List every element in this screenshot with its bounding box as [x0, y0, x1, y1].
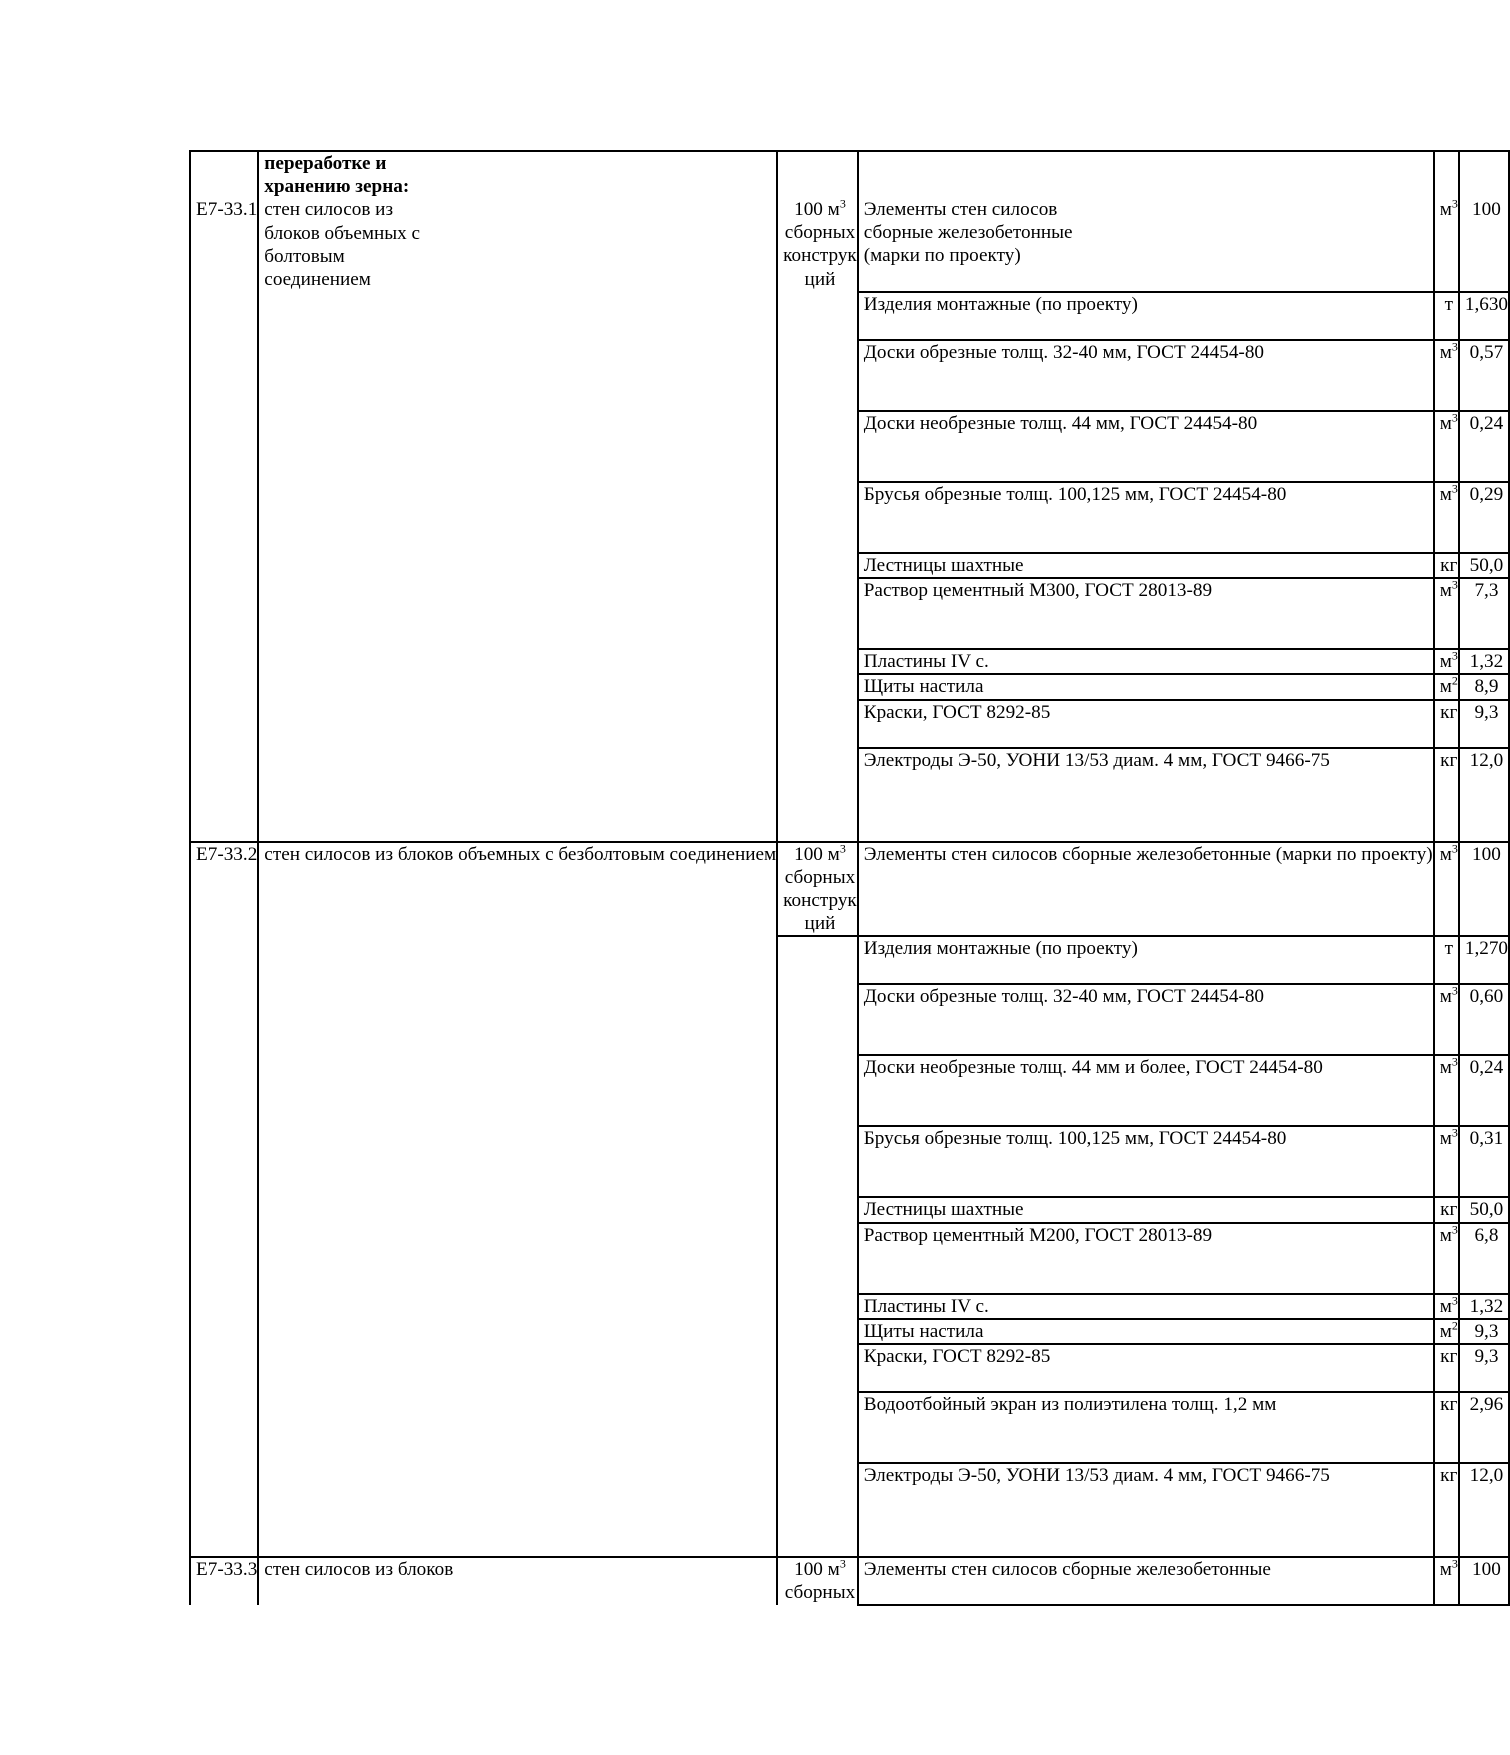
resource-name: Доски обрезные толщ. 32-40 мм, ГОСТ 24454-80	[858, 984, 1434, 1055]
resource-value: 7,3	[1459, 578, 1509, 649]
resource-value: 0,31	[1459, 1126, 1509, 1197]
resource-name: Раствор цементный М200, ГОСТ 28013-89	[858, 1223, 1434, 1294]
resource-name: Элементы стен силосов сборные железобетонные (марки по проекту)	[858, 842, 1434, 937]
resource-name: Щиты настила	[858, 674, 1434, 699]
resource-value: 6,8	[1459, 1223, 1509, 1294]
resource-name: Пластины IV с.	[858, 1294, 1434, 1319]
resource-name: Доски обрезные толщ. 32-40 мм, ГОСТ 24454-80	[858, 340, 1434, 411]
table-row	[190, 578, 1509, 649]
resource-unit: $м^3$	[1434, 578, 1459, 649]
resource-unit: т	[1434, 936, 1459, 984]
resource-unit: $м^3$	[1434, 411, 1459, 482]
table-row	[190, 842, 1509, 937]
resource-name: Лестницы шахтные	[858, 1197, 1434, 1222]
resource-name: Электроды Э-50, УОНИ 13/53 диам. 4 мм, ГОСТ 9466-75	[858, 748, 1434, 842]
resource-unit: кг	[1434, 700, 1459, 748]
resource-value: 1,32	[1459, 1294, 1509, 1319]
resource-unit: кг	[1434, 1344, 1459, 1392]
resource-unit: $м^3$	[1434, 842, 1459, 937]
resource-value: 12,0	[1459, 748, 1509, 842]
resource-value: 0,24	[1459, 1055, 1509, 1126]
resource-unit: $м^3$	[1434, 340, 1459, 411]
row-code: Е7-33.2	[190, 842, 258, 937]
table-row	[190, 1055, 1509, 1126]
resource-unit: $м^3$	[1434, 1126, 1459, 1197]
resource-name: Элементы стен силосов сборные железобетонные (марки по проекту)	[858, 151, 1434, 292]
table-row	[190, 936, 1509, 984]
resource-value: 8,9	[1459, 674, 1509, 699]
table-row	[190, 1126, 1509, 1197]
resource-value: 1,32	[1459, 649, 1509, 674]
resource-name: Щиты настила	[858, 1319, 1434, 1344]
resource-value: 9,3	[1459, 700, 1509, 748]
table-row	[190, 1294, 1509, 1319]
row-meter: 100 $м^3$ сборных	[777, 1557, 858, 1605]
resource-name: Доски необрезные толщ. 44 мм и более, ГОСТ 24454-80	[858, 1055, 1434, 1126]
resource-unit: $м^3$	[1434, 1294, 1459, 1319]
row-meter: 100 $м^3$ сборных конструк ций	[777, 151, 858, 292]
row-meter: 100 $м^3$ сборных конструк ций	[777, 842, 858, 937]
resource-unit: $м^3$	[1434, 1055, 1459, 1126]
resource-name: Краски, ГОСТ 8292-85	[858, 1344, 1434, 1392]
table-row	[190, 674, 1509, 699]
table-row	[190, 1344, 1509, 1392]
resource-value: 100	[1459, 842, 1509, 937]
resource-name: Раствор цементный М300, ГОСТ 28013-89	[858, 578, 1434, 649]
resource-name: Брусья обрезные толщ. 100,125 мм, ГОСТ 24454-80	[858, 482, 1434, 553]
resource-value: 1,270	[1459, 936, 1509, 984]
resource-name: Доски необрезные толщ. 44 мм, ГОСТ 24454-80	[858, 411, 1434, 482]
resource-value: 9,3	[1459, 1344, 1509, 1392]
row-name: переработке и хранению зерна: стен силосов из блоков объемных с болтовым соединением	[258, 151, 777, 292]
resource-name: Электроды Э-50, УОНИ 13/53 диам. 4 мм, ГОСТ 9466-75	[858, 1463, 1434, 1557]
table-row	[190, 1392, 1509, 1463]
table-row	[190, 151, 1509, 292]
resource-value: 100	[1459, 151, 1509, 292]
resource-unit: кг	[1434, 553, 1459, 578]
table-row	[190, 649, 1509, 674]
resource-value: 0,60	[1459, 984, 1509, 1055]
resource-value: 0,24	[1459, 411, 1509, 482]
resource-unit: т	[1434, 292, 1459, 340]
resource-unit: $м^3$	[1434, 1223, 1459, 1294]
resource-name: Элементы стен силосов сборные железобетонные	[858, 1557, 1434, 1605]
norms-table	[189, 150, 1510, 1606]
resource-unit: $м^3$	[1434, 482, 1459, 553]
row-code: Е7-33.1	[190, 151, 258, 292]
resource-unit: $м^3$	[1434, 984, 1459, 1055]
resource-unit: кг	[1434, 748, 1459, 842]
table-row	[190, 1463, 1509, 1557]
table-row	[190, 1223, 1509, 1294]
resource-value: 50,0	[1459, 553, 1509, 578]
resource-name: Брусья обрезные толщ. 100,125 мм, ГОСТ 24454-80	[858, 1126, 1434, 1197]
resource-unit: кг	[1434, 1463, 1459, 1557]
row-name: стен силосов из блоков объемных с безболтовым соединением	[258, 842, 777, 937]
resource-unit: $м^2$	[1434, 674, 1459, 699]
table-row	[190, 748, 1509, 842]
resource-name: Изделия монтажные (по проекту)	[858, 292, 1434, 340]
table-row	[190, 482, 1509, 553]
resource-value: 0,29	[1459, 482, 1509, 553]
row-code: Е7-33.3	[190, 1557, 258, 1605]
resource-value: 50,0	[1459, 1197, 1509, 1222]
resource-value: 100	[1459, 1557, 1509, 1605]
resource-value: 0,57	[1459, 340, 1509, 411]
table-row	[190, 411, 1509, 482]
table-row	[190, 1197, 1509, 1222]
table-row	[190, 1557, 1509, 1605]
resource-name: Водоотбойный экран из полиэтилена толщ. 1,2 мм	[858, 1392, 1434, 1463]
resource-name: Изделия монтажные (по проекту)	[858, 936, 1434, 984]
resource-unit: $м^2$	[1434, 1319, 1459, 1344]
resource-unit: кг	[1434, 1197, 1459, 1222]
table-row	[190, 292, 1509, 340]
table-row	[190, 700, 1509, 748]
resource-name: Краски, ГОСТ 8292-85	[858, 700, 1434, 748]
resource-unit: кг	[1434, 1392, 1459, 1463]
resource-value: 2,96	[1459, 1392, 1509, 1463]
resource-value: 12,0	[1459, 1463, 1509, 1557]
resource-name: Лестницы шахтные	[858, 553, 1434, 578]
resource-unit: $м^3$	[1434, 151, 1459, 292]
resource-value: 1,630	[1459, 292, 1509, 340]
section-heading: переработке и хранению зерна:	[264, 153, 410, 198]
row-name: стен силосов из блоков	[258, 1557, 777, 1605]
table-row	[190, 553, 1509, 578]
table-row	[190, 984, 1509, 1055]
table-row	[190, 1319, 1509, 1344]
table-row	[190, 340, 1509, 411]
resource-unit: $м^3$	[1434, 1557, 1459, 1605]
resource-value: 9,3	[1459, 1319, 1509, 1344]
resource-unit: $м^3$	[1434, 649, 1459, 674]
resource-name: Пластины IV с.	[858, 649, 1434, 674]
